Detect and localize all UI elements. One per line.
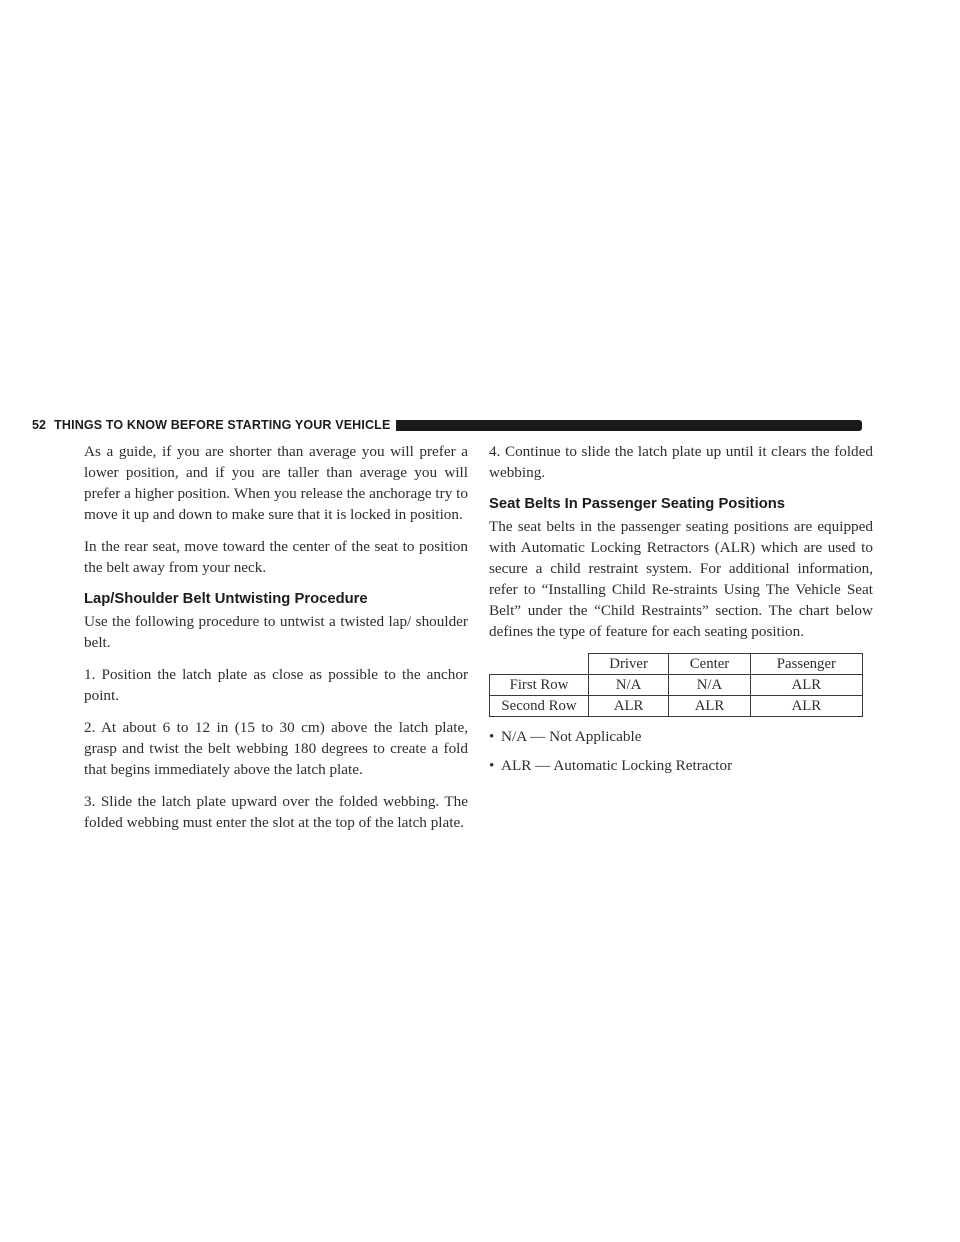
step-2: 2. At about 6 to 12 in (15 to 30 cm) above the latch plate, grasp and twist the belt webbing 180 degrees to create a fold that begins immediately above the latch plate. — [84, 719, 468, 778]
section-title: THINGS TO KNOW BEFORE STARTING YOUR VEHICLE — [54, 418, 391, 432]
left-column — [84, 441, 468, 844]
bullet-glyph: • — [489, 728, 495, 745]
table-cell: ALR — [750, 696, 862, 717]
table-header-cell: Passenger — [750, 654, 862, 675]
page-header — [32, 418, 862, 432]
list-item-text: N/A — Not Applicable — [501, 728, 642, 745]
table-row — [490, 675, 863, 696]
table-header-row — [490, 654, 863, 675]
table-header-cell: Driver — [589, 654, 669, 675]
table-row — [490, 696, 863, 717]
table-cell: ALR — [750, 675, 862, 696]
right-column — [489, 441, 873, 784]
table-row-label: Second Row — [490, 696, 589, 717]
heading-untwisting-procedure: Lap/Shoulder Belt Untwisting Procedure — [84, 591, 368, 607]
list-item — [489, 755, 873, 776]
table-header-cell: Center — [669, 654, 751, 675]
paragraph-rear-seat: In the rear seat, move toward the center of the seat to position the belt away from your neck. — [84, 538, 468, 576]
step-4: 4. Continue to slide the latch plate up until it clears the folded webbing. — [489, 443, 873, 481]
legend-list — [489, 726, 873, 776]
heading-passenger-seat-belts: Seat Belts In Passenger Seating Positions — [489, 496, 786, 512]
paragraph-guide: As a guide, if you are shorter than average you will prefer a lower position, and if you are taller than average you will prefer a higher position. When you release the anchorage try to move it up and down to make sure that it is locked in position. — [84, 443, 468, 523]
seating-feature-table — [489, 653, 863, 717]
bullet-glyph: • — [489, 757, 495, 774]
paragraph-alr: The seat belts in the passenger seating positions are equipped with Automatic Locking Retractors (ALR) which are used to secure a child restraint system. For additional information, refer to “Installing Child Re-straints Using The Vehicle Seat Belt” under the “Child Restraints” section. The chart below defines the type of feature for each seating position. — [489, 518, 873, 640]
paragraph-procedure-intro: Use the following procedure to untwist a twisted lap/ shoulder belt. — [84, 613, 468, 651]
table-corner-cell — [490, 654, 589, 675]
header-rule — [396, 420, 862, 431]
table-cell: N/A — [669, 675, 751, 696]
step-3: 3. Slide the latch plate upward over the folded webbing. The folded webbing must enter the slot at the top of the latch plate. — [84, 793, 468, 831]
table-cell: N/A — [589, 675, 669, 696]
list-item — [489, 726, 873, 747]
list-item-text: ALR — Automatic Locking Retractor — [501, 757, 733, 774]
table-row-label: First Row — [490, 675, 589, 696]
step-1: 1. Position the latch plate as close as possible to the anchor point. — [84, 666, 468, 704]
table-cell: ALR — [669, 696, 751, 717]
page-number: 52 — [32, 418, 47, 432]
table-cell: ALR — [589, 696, 669, 717]
